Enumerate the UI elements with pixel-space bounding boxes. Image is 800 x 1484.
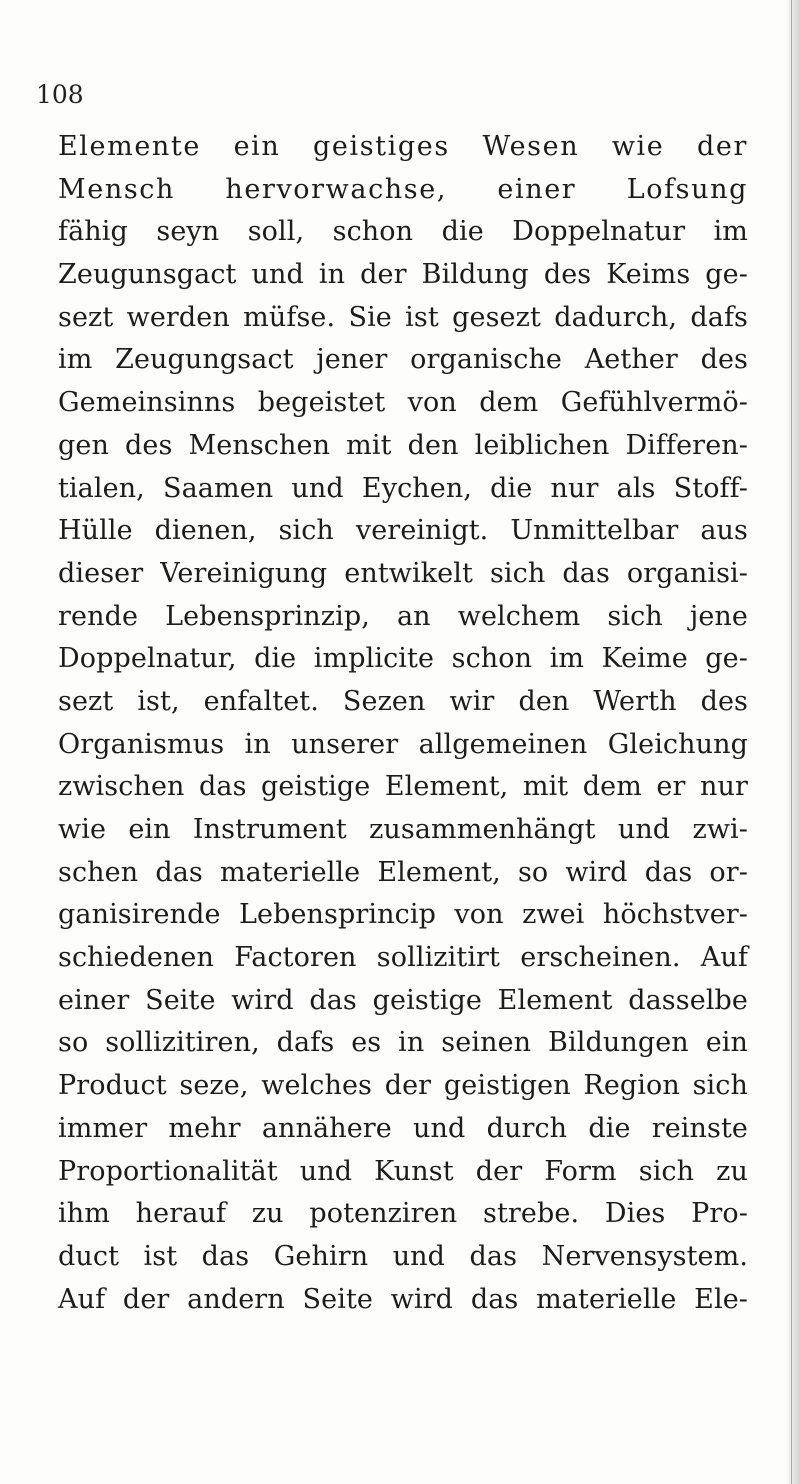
text-line: Auf der andern Seite wird das materielle Ele- <box>58 1283 748 1315</box>
text-line: gen des Menschen mit den leiblichen Differen- <box>58 429 748 461</box>
text-line: sezt werden müfse. Sie ist gesezt dadurch, dafs <box>58 301 748 333</box>
text-line: duct ist das Gehirn und das Nervensystem. <box>58 1240 748 1272</box>
text-line: ganisirende Lebensprincip von zwei höchstver- <box>58 899 748 931</box>
text-line: Gemeinsinns begeistet von dem Gefühlvermö- <box>58 387 748 419</box>
page-number: 108 <box>36 80 84 109</box>
text-line: Organismus in unserer allgemeinen Gleichung <box>58 728 748 760</box>
text-line: Zeugunsgact und in der Bildung des Keims ge- <box>58 259 748 291</box>
text-line: im Zeugungsact jener organische Aether des <box>58 344 748 376</box>
text-line: Product seze, welches der geistigen Region sich <box>58 1070 748 1102</box>
text-line: Doppelnatur, die implicite schon im Keime ge- <box>58 643 748 675</box>
text-line: so sollizitiren, dafs es in seinen Bildungen ein <box>58 1027 748 1059</box>
text-line: Elemente ein geistiges Wesen wie der <box>58 131 748 162</box>
body-text <box>58 126 748 1321</box>
text-line: Hülle dienen, sich vereinigt. Unmittelbar aus <box>58 515 748 547</box>
text-line: immer mehr annähere und durch die reinste <box>58 1112 748 1144</box>
text-line: fähig seyn soll, schon die Doppelnatur im <box>58 216 748 248</box>
text-line: schen das materielle Element, so wird das or- <box>58 856 748 888</box>
text-line: zwischen das geistige Element, mit dem er nur <box>58 771 748 803</box>
text-line: tialen, Saamen und Eychen, die nur als Stoff- <box>58 472 748 504</box>
text-line: dieser Vereinigung entwikelt sich das organisi- <box>58 557 748 589</box>
text-line: sezt ist, enfaltet. Sezen wir den Werth des <box>58 685 748 717</box>
text-line: Mensch hervorwachse, einer Lofsung <box>58 173 748 205</box>
page-edge-shadow <box>786 0 800 1484</box>
page-edge-line <box>791 0 792 1484</box>
text-line: wie ein Instrument zusammenhängt und zwi- <box>58 814 748 845</box>
text-line: einer Seite wird das geistige Element dasselbe <box>58 984 748 1016</box>
text-line: schiedenen Factoren sollizitirt erscheinen. Auf <box>58 942 748 974</box>
text-line: ihm herauf zu potenziren strebe. Dies Pro- <box>58 1198 748 1230</box>
text-line: rende Lebensprinzip, an welchem sich jene <box>58 600 748 632</box>
text-line: Proportionalität und Kunst der Form sich zu <box>58 1155 748 1187</box>
